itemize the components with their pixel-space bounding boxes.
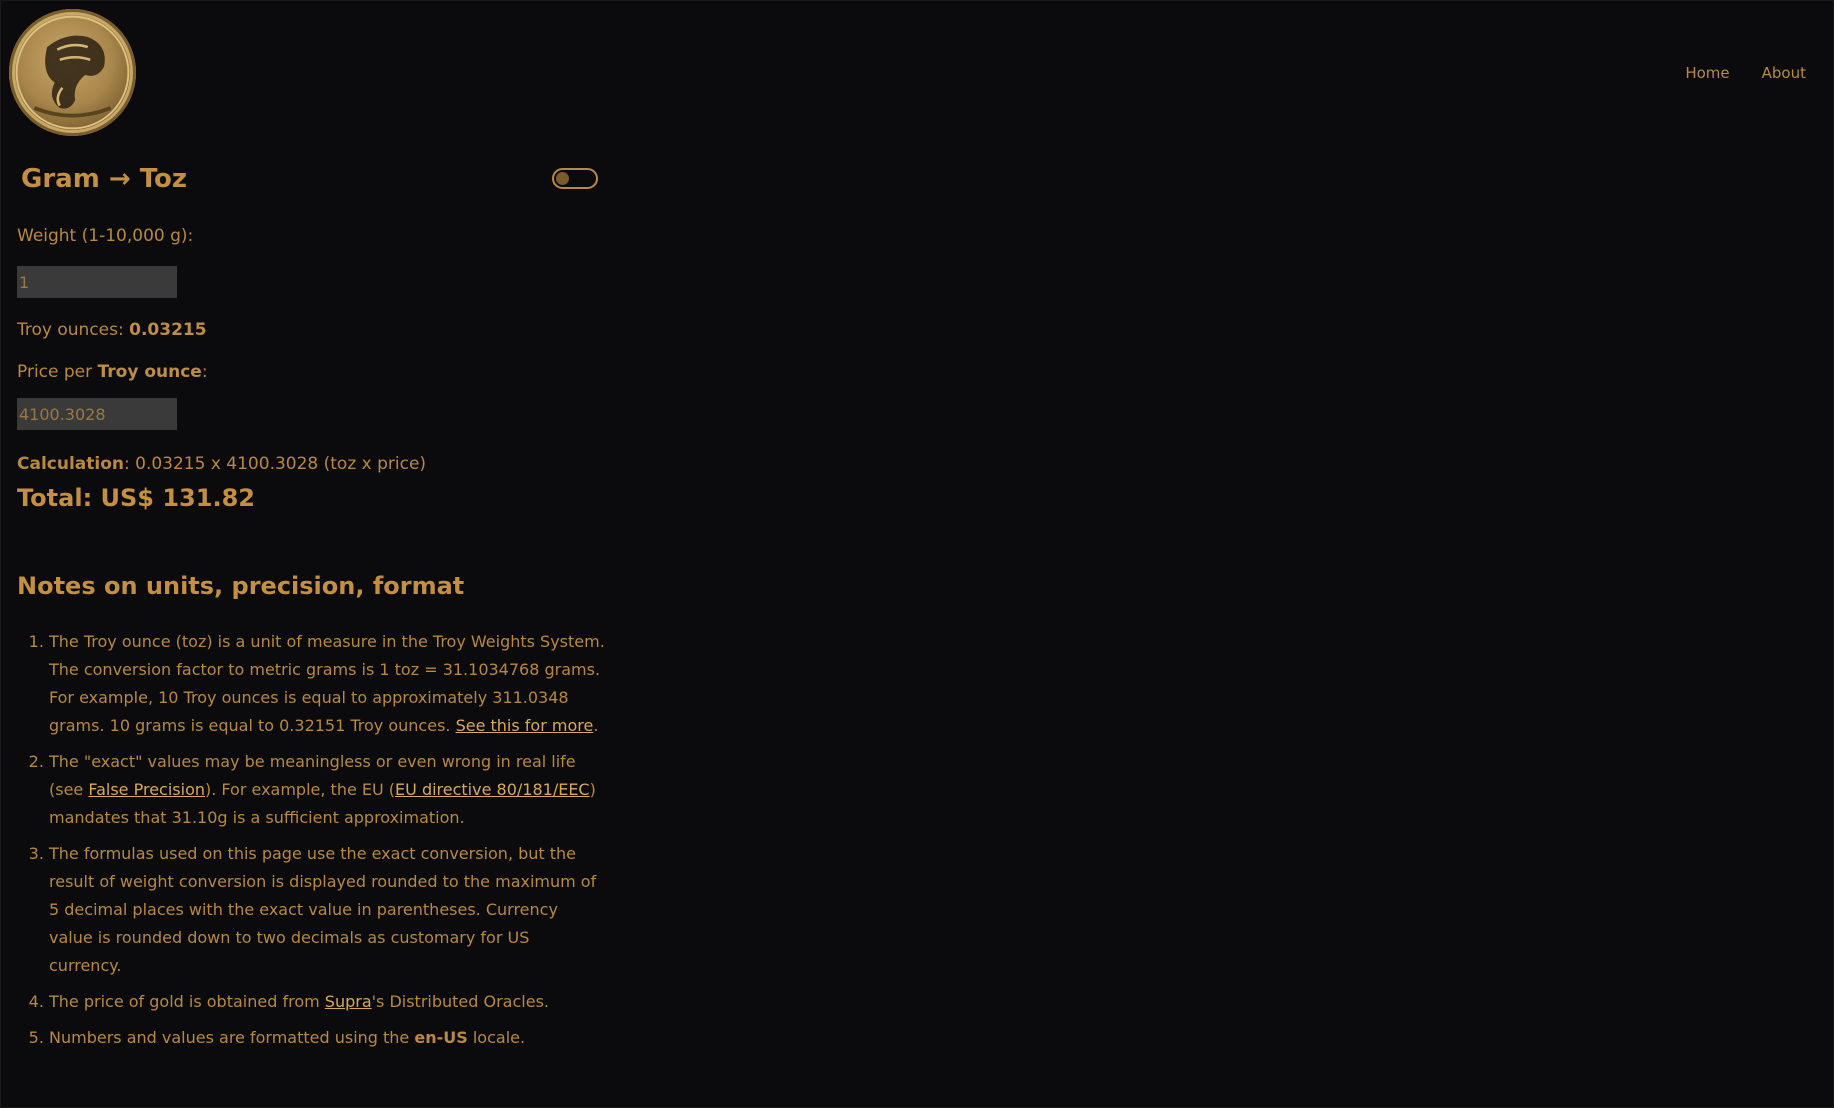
list-item [49, 1024, 605, 1052]
note-4-after: 's Distributed Oracles. [371, 992, 549, 1011]
note-2-after: ) mandates that 31.10g is a sufficient approximation. [49, 780, 596, 827]
toggle-knob [556, 172, 569, 185]
total-value: Total: US$ 131.82 [17, 484, 255, 512]
list-item [49, 988, 605, 1016]
locale-name: en-US [414, 1028, 468, 1047]
troy-ounces-row [17, 320, 605, 340]
weight-label: Weight (1-10,000 g): [17, 226, 194, 246]
price-label [17, 362, 605, 382]
note-2-text: The "exact" values may be meaningless or even wrong in real life (see [49, 752, 576, 799]
note-5-after: locale. [467, 1028, 526, 1047]
note-5-text: Numbers and values are formatted using the [49, 1028, 415, 1047]
troy-ounces-value: 0.03215 [129, 320, 207, 340]
nav-about-link[interactable]: About [1761, 64, 1806, 82]
list-item [49, 840, 605, 980]
list-item [49, 748, 605, 832]
notes-title: Notes on units, precision, format [17, 572, 465, 600]
note-2-mid: ). For example, the EU ( [205, 780, 396, 799]
alien-coin-logo-icon[interactable] [9, 9, 136, 136]
price-input[interactable] [17, 398, 177, 430]
price-label-suffix: : [201, 362, 208, 382]
list-item [49, 628, 605, 740]
eu-directive-link[interactable]: EU directive 80/181/EEC [395, 780, 590, 799]
calculation-label: Calculation [17, 454, 124, 474]
note-1-text: The Troy ounce (toz) is a unit of measure in the Troy Weights System. The conversion factor to metric grams is 1 toz = 31.1034768 grams. For example, 10 Troy ounces is equal to approximately 311.0348 grams. 10 grams is equal to 0.32151 Troy ounces. [49, 632, 605, 735]
nav-home-link[interactable]: Home [1685, 64, 1730, 82]
main-nav [1685, 64, 1806, 82]
see-more-link[interactable]: See this for more [455, 716, 594, 735]
calculation-text: : 0.03215 x 4100.3028 (toz x price) [124, 454, 427, 474]
notes-list [17, 628, 605, 1052]
weight-input[interactable] [17, 266, 177, 298]
note-1-after: . [593, 716, 599, 735]
direction-toggle[interactable] [552, 168, 598, 189]
troy-ounces-label: Troy ounces: [17, 320, 124, 340]
top-bar [1, 1, 1833, 149]
note-3-text: The formulas used on this page use the exact conversion, but the result of weight conversion is displayed rounded to the maximum of 5 decimal places with the exact value in parentheses. Currency value is rounded down to two decimals as customary for US currency. [49, 844, 597, 975]
converter-title: Gram → Toz [21, 164, 187, 194]
supra-link[interactable]: Supra [324, 992, 372, 1011]
price-label-unit: Troy ounce [97, 362, 202, 382]
converter-header [17, 148, 605, 212]
price-label-prefix: Price per [17, 362, 93, 382]
logo-art [9, 9, 136, 136]
note-4-text: The price of gold is obtained from [49, 992, 325, 1011]
calculation-row [17, 454, 605, 474]
false-precision-link[interactable]: False Precision [88, 780, 205, 799]
converter-panel [17, 148, 605, 1060]
